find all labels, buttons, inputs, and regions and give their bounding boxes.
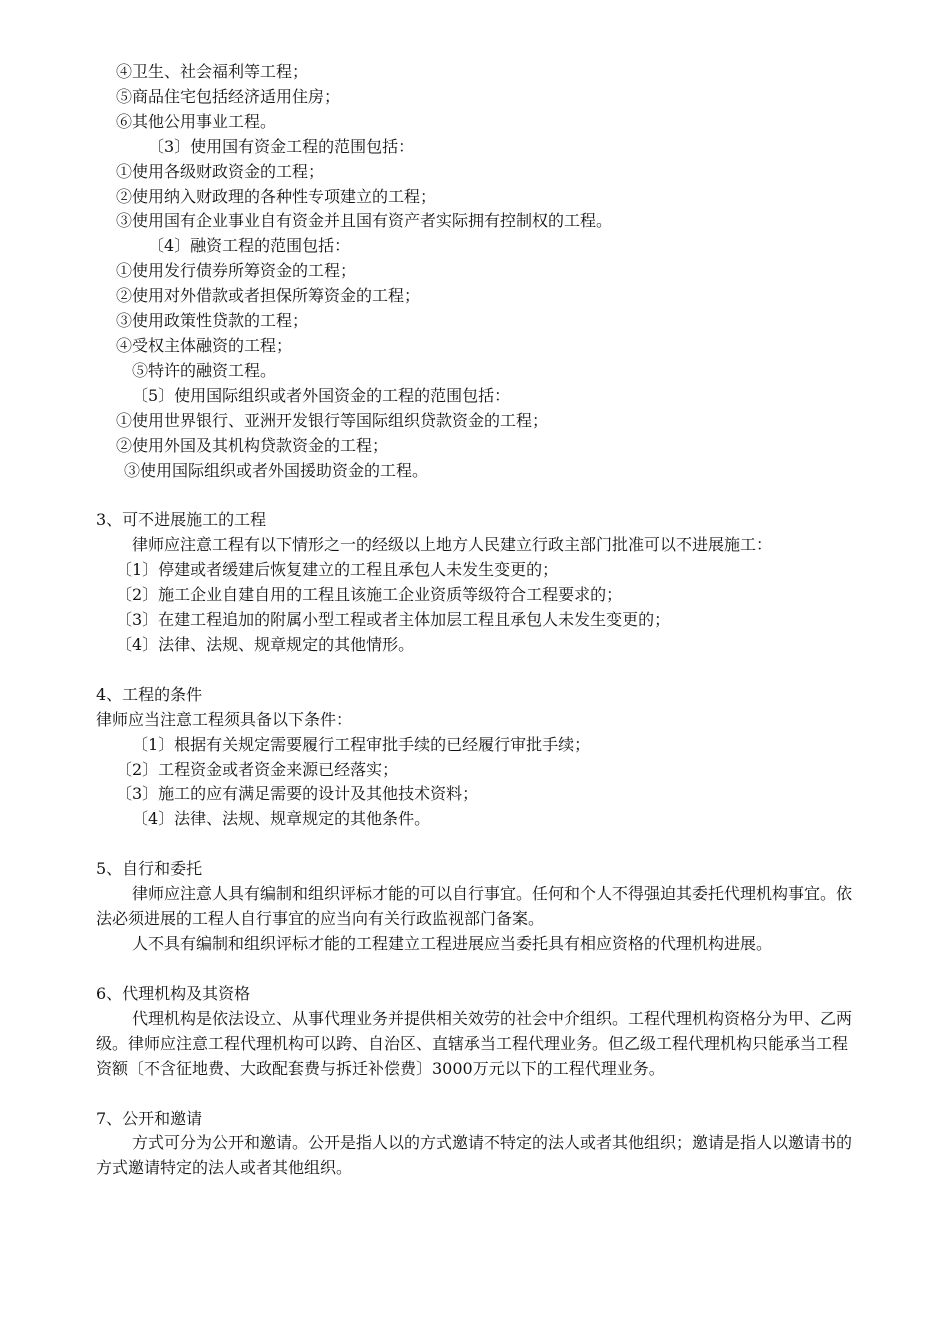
- blank-line: [96, 483, 860, 508]
- section-heading: 7、公开和邀请: [96, 1108, 203, 1128]
- paragraph: 律师应注意工程有以下情形之一的经级以上地方人民建立行政主部门批准可以不进展施工：: [132, 535, 773, 555]
- blank-line: [96, 1082, 860, 1107]
- paragraph: 人不具有编制和组织评标才能的工程建立工程进展应当委托具有相应资格的代理机构进展。: [132, 934, 773, 953]
- section-heading: 律师应当注意工程须具备以下条件：: [96, 709, 353, 729]
- list-item: ⑥其他公用事业工程。: [116, 111, 277, 131]
- list-item: 〔3〕在建工程追加的附属小型工程或者主体加层工程且承包人未发生变更的；: [116, 610, 671, 630]
- list-item: ①使用世界银行、亚洲开发银行等国际组织贷款资金的工程；: [116, 410, 549, 430]
- list-item: ①使用发行债券所筹资金的工程；: [116, 261, 357, 281]
- list-item: 〔1〕根据有关规定需要履行工程审批手续的已经履行审批手续；: [132, 734, 591, 754]
- list-item: 〔1〕停建或者缓建后恢复建立的工程且承包人未发生变更的；: [116, 560, 559, 580]
- section-heading: 3、可不进展施工的工程: [96, 510, 267, 530]
- list-item: 〔2〕工程资金或者资金来源已经落实；: [116, 759, 399, 779]
- blank-line: [96, 658, 860, 683]
- list-item: 〔4〕融资工程的范围包括：: [148, 236, 351, 256]
- paragraph: 代理机构是依法设立、从事代理业务并提供相关效劳的社会中介组织。工程代理机构资格分为甲、乙两级。律师应注意工程代理机构可以跨、自治区、直辖承当工程代理业务。但乙级工程代理机构只能承当工程资额〔不含征地费、大政配套费与拆迁补偿费〕3000万元以下的工程代理业务。: [96, 1008, 853, 1078]
- blank-line: [96, 832, 860, 857]
- list-item: 〔4〕法律、法规、规章规定的其他条件。: [132, 809, 431, 829]
- document-body: [96, 60, 860, 1181]
- list-item: ③使用国有企业事业自有资金并且国有资产者实际拥有控制权的工程。: [116, 211, 613, 231]
- list-item: 〔2〕施工企业自建自用的工程且该施工企业资质等级符合工程要求的；: [116, 585, 623, 605]
- list-item: ②使用外国及其机构贷款资金的工程；: [116, 435, 389, 455]
- paragraph: 律师应注意人具有编制和组织评标才能的可以自行事宜。任何和个人不得强迫其委托代理机构事宜。依法必须进展的工程人自行事宜的应当向有关行政监视部门备案。: [96, 884, 853, 929]
- list-item: 〔4〕法律、法规、规章规定的其他情形。: [116, 634, 415, 654]
- list-item: ④受权主体融资的工程；: [116, 335, 293, 355]
- section-heading: 4、工程的条件: [96, 684, 203, 704]
- blank-line: [96, 957, 860, 982]
- list-item: ③使用政策性贷款的工程；: [116, 311, 309, 331]
- list-item: 〔5〕使用国际组织或者外国资金的工程的范围包括：: [132, 385, 511, 405]
- list-item: ⑤商品住宅包括经济适用住房；: [116, 86, 341, 106]
- list-item: ②使用对外借款或者担保所筹资金的工程；: [116, 286, 421, 306]
- section-heading: 6、代理机构及其资格: [96, 983, 251, 1003]
- list-item: 〔3〕施工的应有满足需要的设计及其他技术资料；: [116, 784, 479, 804]
- list-item: ⑤特许的融资工程。: [132, 360, 277, 380]
- list-item: ④卫生、社会福利等工程；: [116, 62, 309, 81]
- list-item: ③使用国际组织或者外国援助资金的工程。: [124, 460, 429, 480]
- paragraph: 方式可分为公开和邀请。公开是指人以的方式邀请不特定的法人或者其他组织；邀请是指人以邀请书的方式邀请特定的法人或者其他组织。: [96, 1133, 853, 1178]
- section-heading: 5、自行和委托: [96, 859, 203, 879]
- list-item: ①使用各级财政资金的工程；: [116, 161, 325, 181]
- list-item: 〔3〕使用国有资金工程的范围包括：: [148, 136, 415, 156]
- list-item: ②使用纳入财政理的各种性专项建立的工程；: [116, 186, 437, 206]
